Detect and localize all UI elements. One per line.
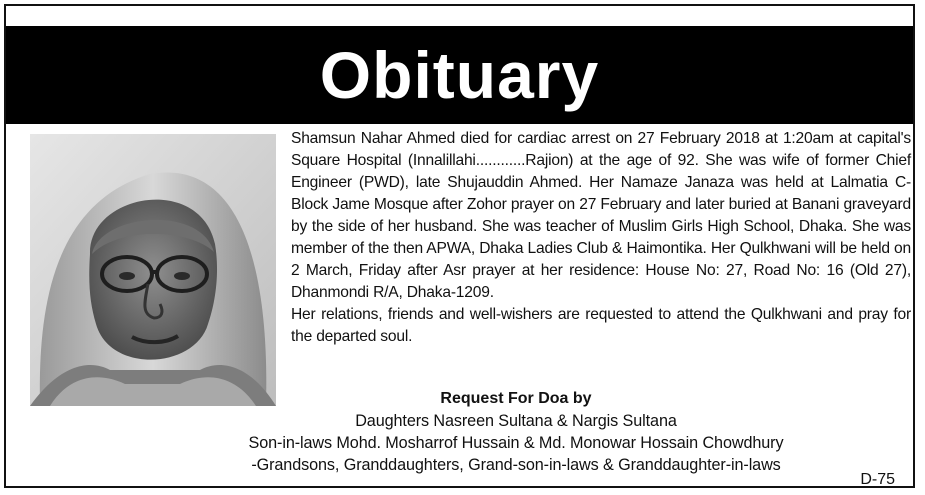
obituary-ad xyxy=(4,4,915,488)
title-banner xyxy=(6,26,913,124)
ad-title: Obituary xyxy=(319,38,600,112)
doa-heading: Request For Doa by xyxy=(440,390,592,407)
obituary-text xyxy=(291,128,911,348)
family-line: Son-in-laws Mohd. Mosharrof Hussain & Md. Monowar Hossain Chowdhury xyxy=(248,434,784,452)
ad-reference-code: D-75 xyxy=(860,471,895,488)
family-line: -Grandsons, Granddaughters, Grand-son-in-laws & Granddaughter-in-laws xyxy=(251,456,781,474)
obituary-body: Shamsun Nahar Ahmed died for cardiac arrest on 27 February 2018 at 1:20am at capital's Square Hospital (Innalillahi............Rajion) at the age of 92. She was wife of former Chief Engineer (PWD), late Shujauddin Ahmed. Her Namaze Janaza was held at Lalmatia C-Block Jame Mosque after Zohor prayer on 27 February and later buried at Banani graveyard by the side of her husband. She was teacher of Muslim Girls High School, Dhaka. She was member of the then APWA, Dhaka Ladies Club & Haimontika. Her Qulkhwani will be held on 2 March, Friday after Asr prayer at her residence: House No: 27, Road No: 16 (Old 27), Dhanmondi R/A, Dhaka-1209. xyxy=(291,130,911,301)
portrait-photo xyxy=(30,134,276,406)
obituary-request: Her relations, friends and well-wishers are requested to attend the Qulkhwani and pray for the departed soul. xyxy=(291,306,911,345)
family-line: Daughters Nasreen Sultana & Nargis Sultana xyxy=(355,412,677,430)
family-list xyxy=(191,410,841,476)
